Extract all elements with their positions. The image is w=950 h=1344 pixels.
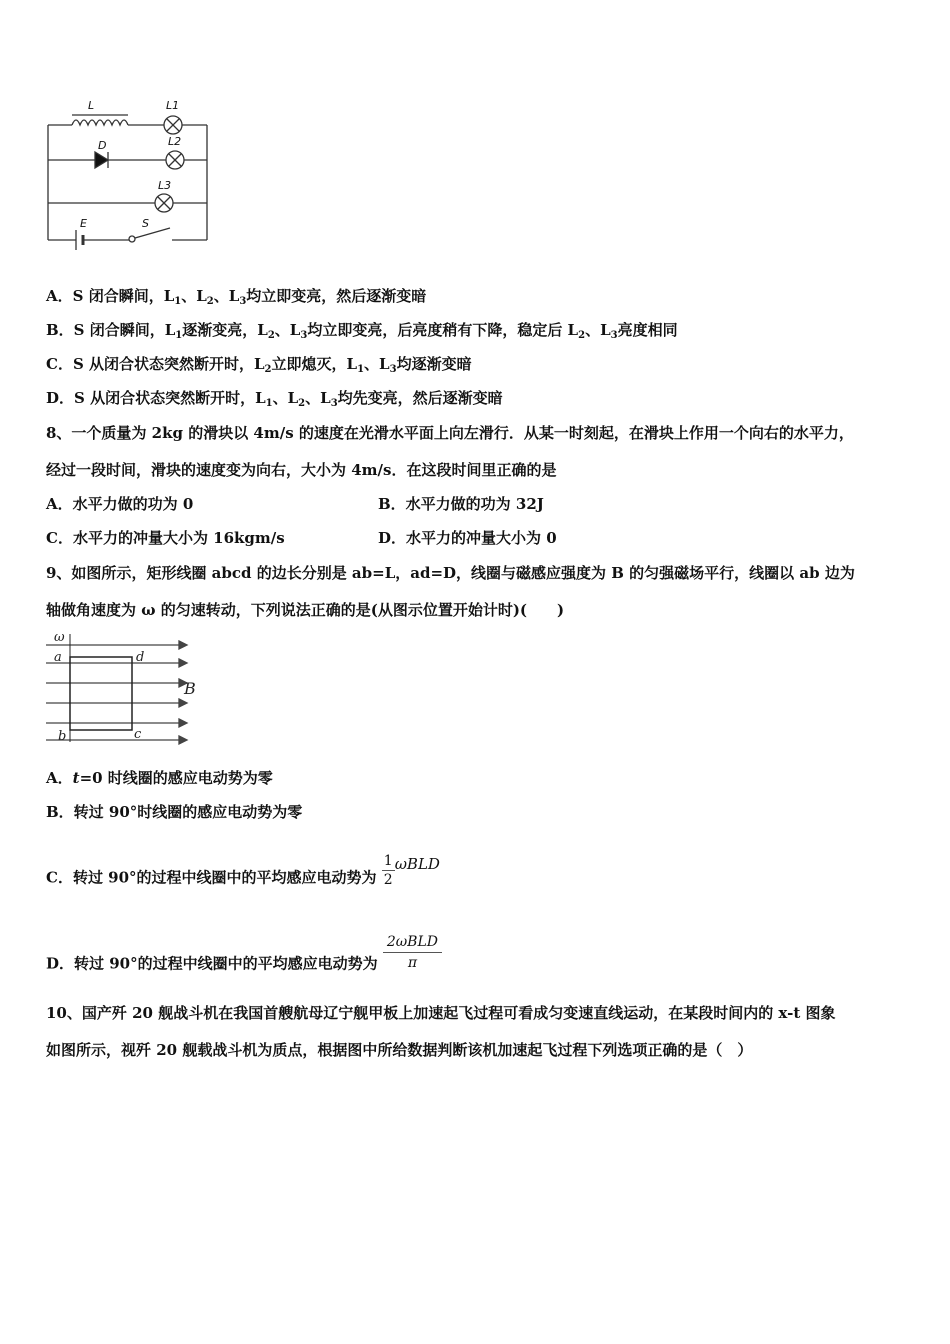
q10-stem-2: 如图所示，视歼 20 舰载战斗机为质点，根据图中所给数据判断该机加速起飞过程下列选项正确的是（ ） bbox=[46, 1041, 753, 1059]
label-E: E bbox=[80, 217, 87, 230]
c-numerator: 1 bbox=[383, 853, 393, 869]
fig-omega: ω bbox=[54, 630, 65, 645]
q9-stem-1: 9、如图所示，矩形线圈 abcd 的边长分别是 ab=L，ad=D，线圈与磁感应强度为 B 的匀强磁场平行，线圈以 ab 边为 bbox=[46, 564, 855, 582]
circuit-diagram bbox=[40, 95, 220, 250]
q10-stem-1: 10、国产歼 20 舰战斗机在我国首艘航母辽宁舰甲板上加速起飞过程可看成匀变速直线运动，在某段时间内的 x-t 图象 bbox=[46, 1004, 836, 1022]
q9-option-d bbox=[46, 934, 442, 985]
q8-stem-1: 8、一个质量为 2kg 的滑块以 4m/s 的速度在光滑水平面上向左滑行．从某一时刻起，在滑块上作用一个向右的水平力， bbox=[46, 424, 854, 442]
fig-label-b: b bbox=[58, 729, 67, 744]
q8-stem-2: 经过一段时间，滑块的速度变为向右，大小为 4m/s．在这段时间里正确的是 bbox=[46, 461, 557, 479]
fig-label-B: B bbox=[184, 679, 196, 698]
q8-option-d: D．水平力的冲量大小为 0 bbox=[378, 529, 557, 547]
q9-stem-2: 轴做角速度为 ω 的匀速转动，下列说法正确的是(从图示位置开始计时)( ) bbox=[46, 601, 565, 619]
q7-option-a: A．S 闭合瞬间，$L_1$、$L_2$、$L_3$均立即变亮，然后逐渐变暗 bbox=[46, 287, 427, 307]
fig-label-d: d bbox=[136, 650, 145, 665]
q7-option-c: C．S 从闭合状态突然断开时，$L_2$立即熄灭，$L_1$、$L_3$均逐渐变暗 bbox=[46, 355, 472, 375]
c-expression: ωBLD bbox=[394, 854, 440, 873]
q9-option-a: A．t=0 时线圈的感应电动势为零 bbox=[46, 769, 273, 787]
label-L2: L2 bbox=[168, 135, 182, 148]
label-L3: L3 bbox=[158, 179, 172, 192]
label-L1: L1 bbox=[166, 99, 180, 112]
label-L: L bbox=[88, 99, 95, 112]
q9-option-d-text: D．转过 90°的过程中线圈中的平均感应电动势为 bbox=[46, 954, 378, 973]
fig-label-c: c bbox=[134, 727, 142, 742]
label-D: D bbox=[98, 139, 107, 152]
q8-option-c: C．水平力的冲量大小为 16kgm/s bbox=[46, 529, 285, 547]
q8-option-a: A．水平力做的功为 0 bbox=[46, 495, 194, 513]
q7-option-d: D．S 从闭合状态突然断开时，$L_1$、$L_2$、$L_3$均先变亮，然后逐渐变暗 bbox=[46, 389, 503, 409]
q9-option-c bbox=[46, 853, 440, 897]
q9-option-b: B．转过 90°时线圈的感应电动势为零 bbox=[46, 803, 303, 821]
q7-option-b: B．S 闭合瞬间，$L_1$逐渐变亮，$L_2$、$L_3$均立即变亮，后亮度稍有下降，稳定后 $L_2$、$L_3$亮度相同 bbox=[46, 321, 678, 341]
coil-diagram bbox=[44, 630, 209, 748]
d-denominator: π bbox=[407, 955, 418, 971]
d-numerator: 2ωBLD bbox=[383, 932, 442, 953]
c-denominator: 2 bbox=[383, 872, 393, 888]
q9-option-c-text: C．转过 90°的过程中线圈中的平均感应电动势为 bbox=[46, 868, 377, 887]
q8-option-b: B．水平力做的功为 32J bbox=[378, 495, 544, 513]
label-S: S bbox=[142, 217, 149, 230]
fig-label-d-left: a bbox=[54, 650, 62, 665]
